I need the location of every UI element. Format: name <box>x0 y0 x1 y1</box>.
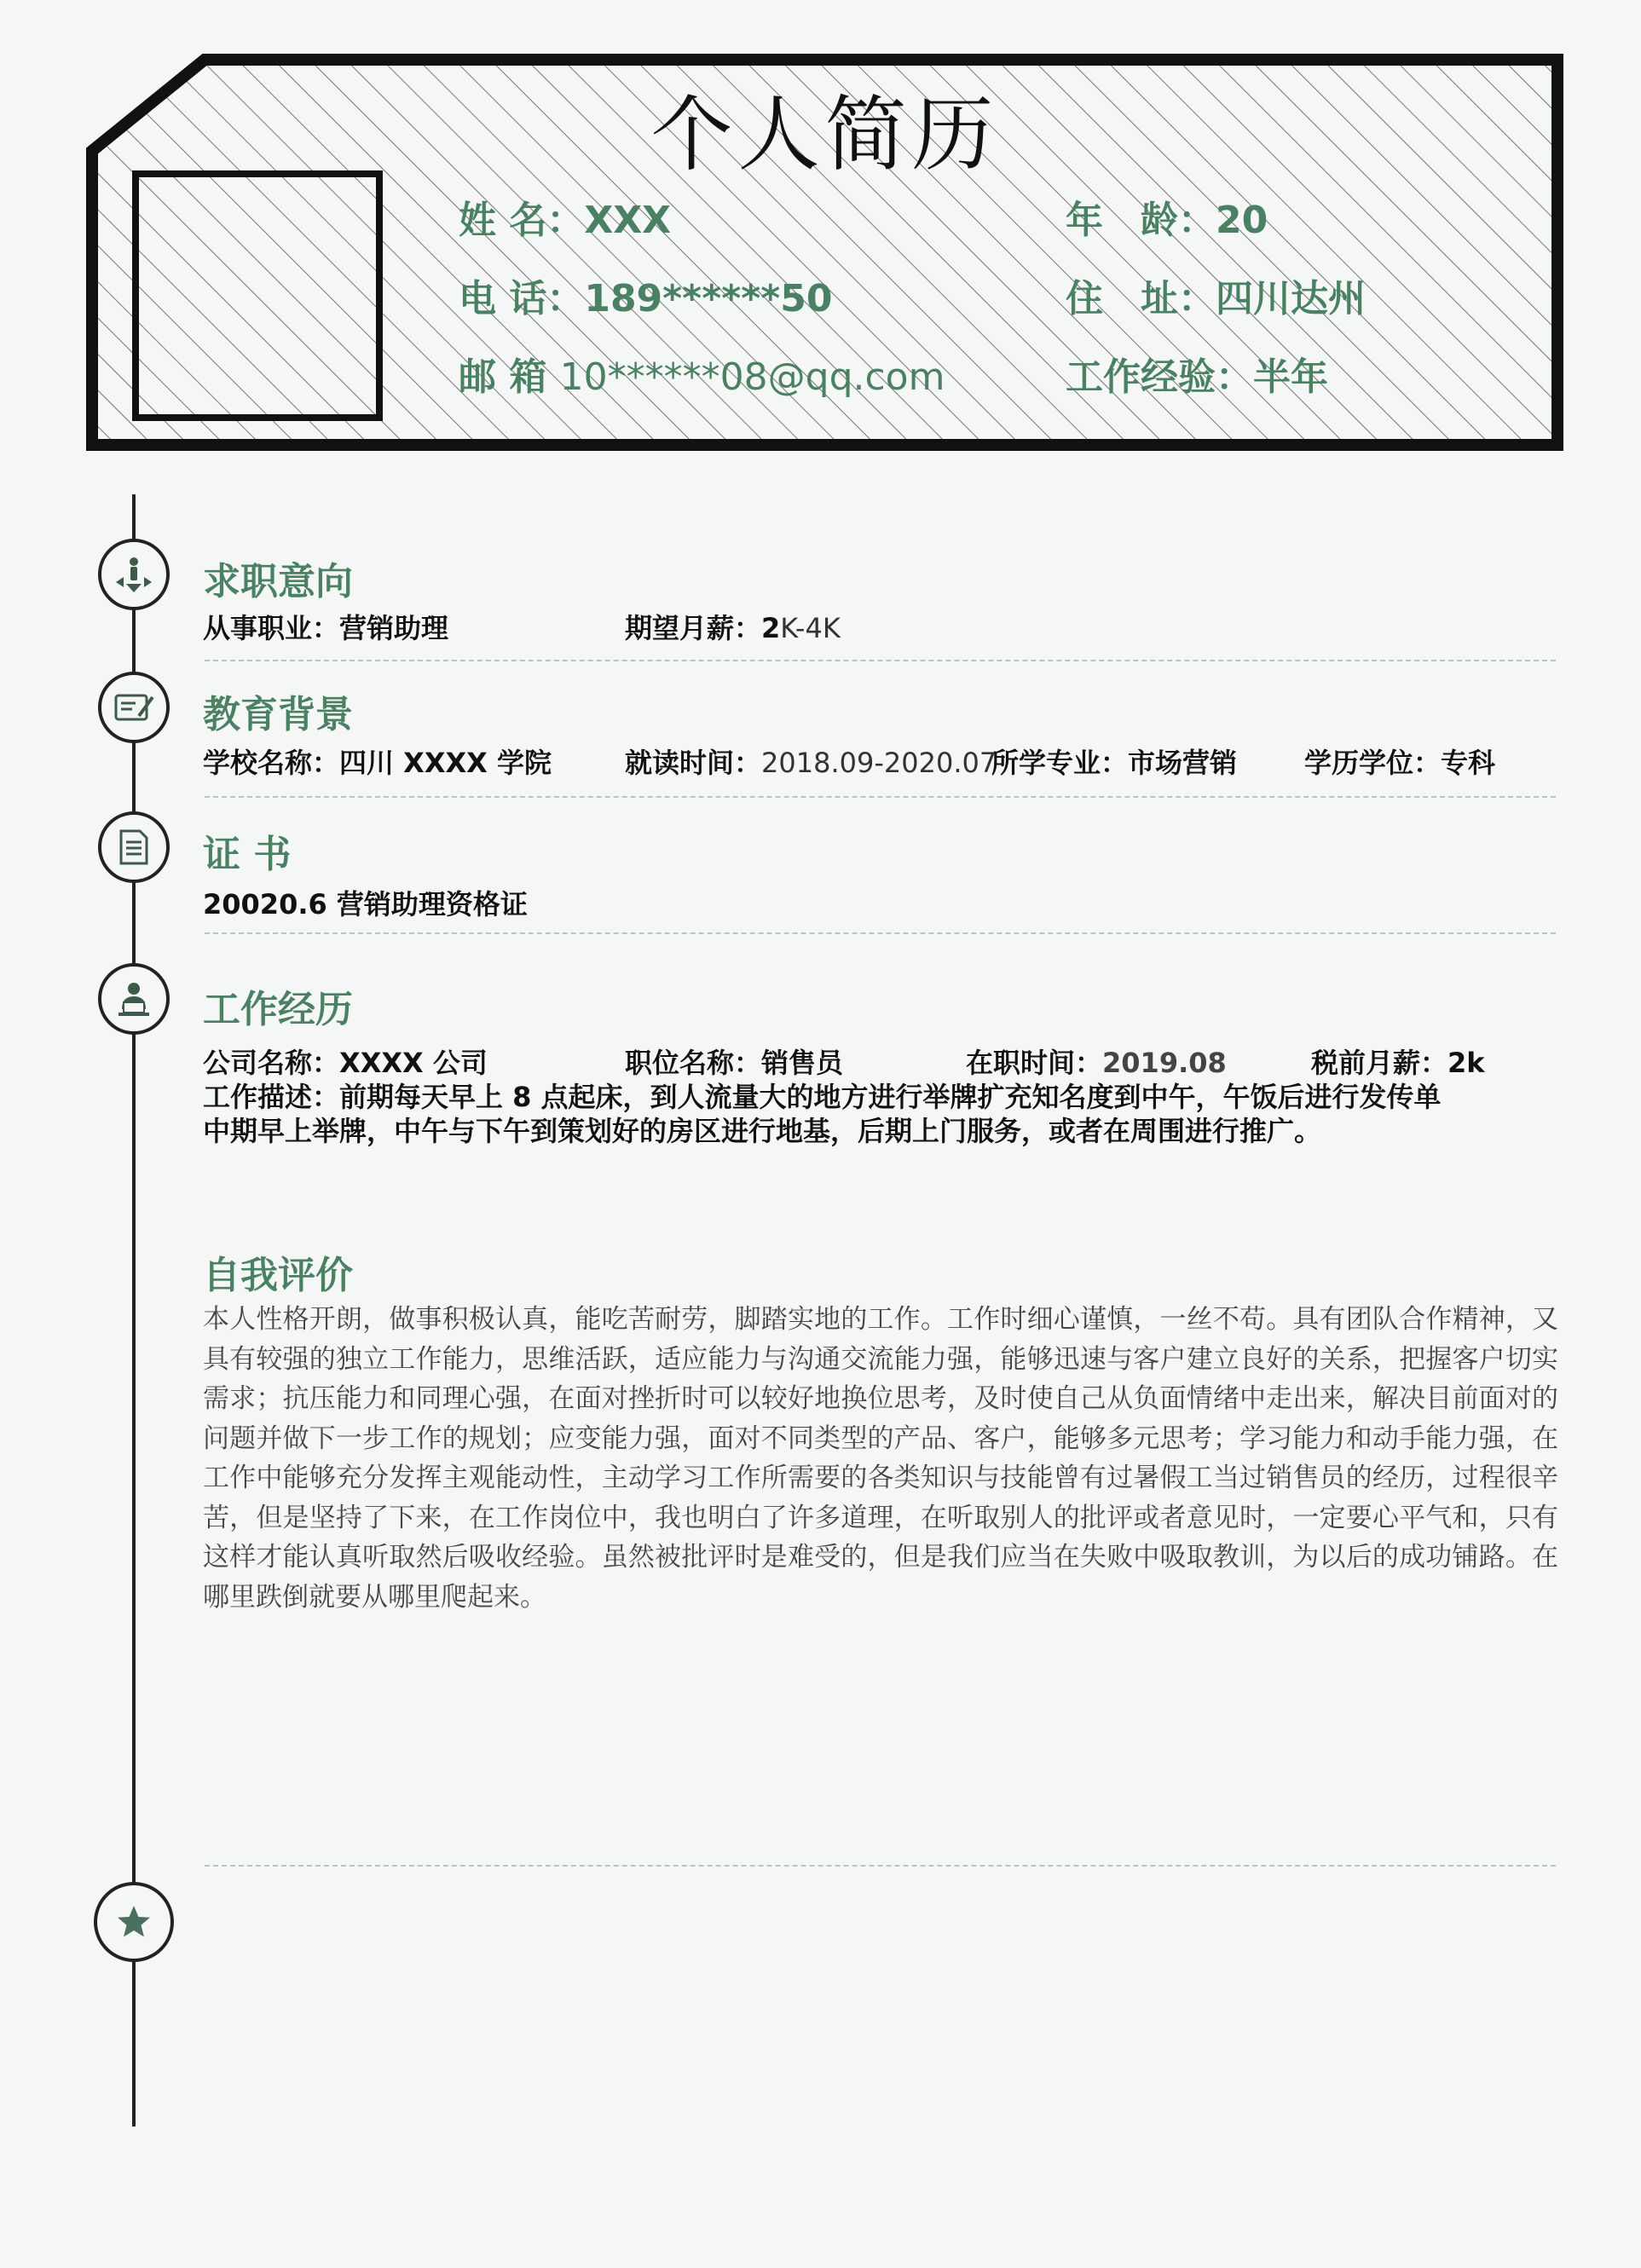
degree-value: 专科 <box>1441 747 1496 779</box>
school-value: 四川 XXXX 学院 <box>339 747 552 779</box>
star-icon <box>94 1882 174 1962</box>
name-value: XXX <box>584 199 672 242</box>
address-value: 四川达州 <box>1216 277 1366 320</box>
age-value: 20 <box>1216 199 1268 242</box>
document-icon <box>98 811 170 883</box>
salary-label: 期望月薪： <box>625 612 762 644</box>
divider <box>205 1865 1556 1867</box>
page-title: 个人简历 <box>650 87 999 182</box>
experience-field <box>1066 346 1328 401</box>
school-label: 学校名称： <box>203 747 340 779</box>
position-label: 从事职业： <box>203 612 340 644</box>
name-label: 姓 名： <box>459 199 585 242</box>
person-laptop-icon <box>98 963 170 1035</box>
tenure-label: 在职时间： <box>966 1047 1103 1079</box>
position-value: 营销助理 <box>339 612 449 644</box>
education-title: 教育背景 <box>203 693 353 736</box>
name-field <box>459 189 671 244</box>
work-desc-text-1: 工作描述：前期每天早上 8 点起床，到人流量大的地方进行举牌扩充知名度到中午，午饭后进行发传单 <box>203 1081 1442 1113</box>
company-value: XXXX 公司 <box>339 1047 488 1079</box>
company-label: 公司名称： <box>203 1047 340 1079</box>
pretax-salary-label: 税前月薪： <box>1311 1047 1448 1079</box>
address-field <box>1066 268 1366 322</box>
study-time-value: 2018.09-2020.07 <box>761 747 997 779</box>
phone-field <box>459 268 832 322</box>
photo-frame <box>132 170 383 421</box>
job-intention-title: 求职意向 <box>203 560 353 603</box>
email-field <box>459 346 945 401</box>
experience-label: 工作经验： <box>1066 355 1253 399</box>
major-value: 市场营销 <box>1128 747 1238 779</box>
work-desc-line-2 <box>203 1110 1321 1149</box>
salary-value-bold: 2 <box>761 612 781 644</box>
age-label: 年 龄： <box>1066 199 1216 242</box>
tenure-value: 2019.08 <box>1102 1047 1227 1079</box>
salary-value-rest: K-4K <box>780 612 841 644</box>
study-time-row <box>625 742 997 781</box>
email-label: 邮 箱 <box>459 355 547 399</box>
work-desc-text-2: 中期早上举牌，中午与下午到策划好的房区进行地基，后期上门服务，或者在周围进行推广。 <box>203 1115 1322 1147</box>
certificate-item <box>203 883 528 922</box>
certificate-pen-icon <box>98 672 170 743</box>
degree-row <box>1304 742 1495 781</box>
experience-value: 半年 <box>1253 355 1328 399</box>
divider <box>205 660 1556 661</box>
self-eval-title: 自我评价 <box>203 1254 353 1297</box>
divider <box>205 932 1556 934</box>
phone-value: 189******50 <box>584 277 833 320</box>
header-banner <box>85 53 1564 452</box>
major-row <box>991 742 1237 781</box>
position-row <box>203 607 448 646</box>
salary-row <box>625 607 841 646</box>
role-value: 销售员 <box>761 1047 844 1079</box>
person-arrows-icon <box>98 539 170 610</box>
certificate-text: 20020.6 营销助理资格证 <box>203 888 528 920</box>
address-label: 住 址： <box>1066 277 1216 320</box>
email-value: 10******08@qq.com <box>559 355 945 399</box>
school-row <box>203 742 552 781</box>
major-label: 所学专业： <box>991 747 1129 779</box>
study-time-label: 就读时间： <box>625 747 762 779</box>
divider <box>205 796 1556 798</box>
pretax-salary-value: 2k <box>1447 1047 1485 1079</box>
certificate-title: 证 书 <box>203 833 292 876</box>
age-field <box>1066 189 1268 244</box>
self-eval-text: 本人性格开朗，做事积极认真，能吃苦耐劳，脚踏实地的工作。工作时细心谨慎，一丝不苟。具有团队合作精神，又具有较强的独立工作能力，思维活跃，适应能力与沟通交流能力强，能够迅速与客户建立良好的关系，把握客户切实需求；抗压能力和同理心强，在面对挫折时可以较好地换位思考，及时使自己从负面情绪中走出来，解决目前面对的问题并做下一步工作的规划；应变能力强，面对不同类型的产品、客户，能够多元思考；学习能力和动手能力强，在工作中能够充分发挥主观能动性，主动学习工作所需要的各类知识与技能曾有过暑假工当过销售员的经历，过程很辛苦，但是坚持了下来，在工作岗位中，我也明白了许多道理，在听取别人的批评或者意见时，一定要心平气和，只有这样才能认真听取然后吸收经验。虽然被批评时是难受的，但是我们应当在失败中吸取教训，为以后的成功铺路。在哪里跌倒就要从哪里爬起来。 <box>203 1304 1558 1613</box>
work-title: 工作经历 <box>203 988 353 1031</box>
role-label: 职位名称： <box>625 1047 762 1079</box>
phone-label: 电 话： <box>459 277 585 320</box>
degree-label: 学历学位： <box>1304 747 1442 779</box>
